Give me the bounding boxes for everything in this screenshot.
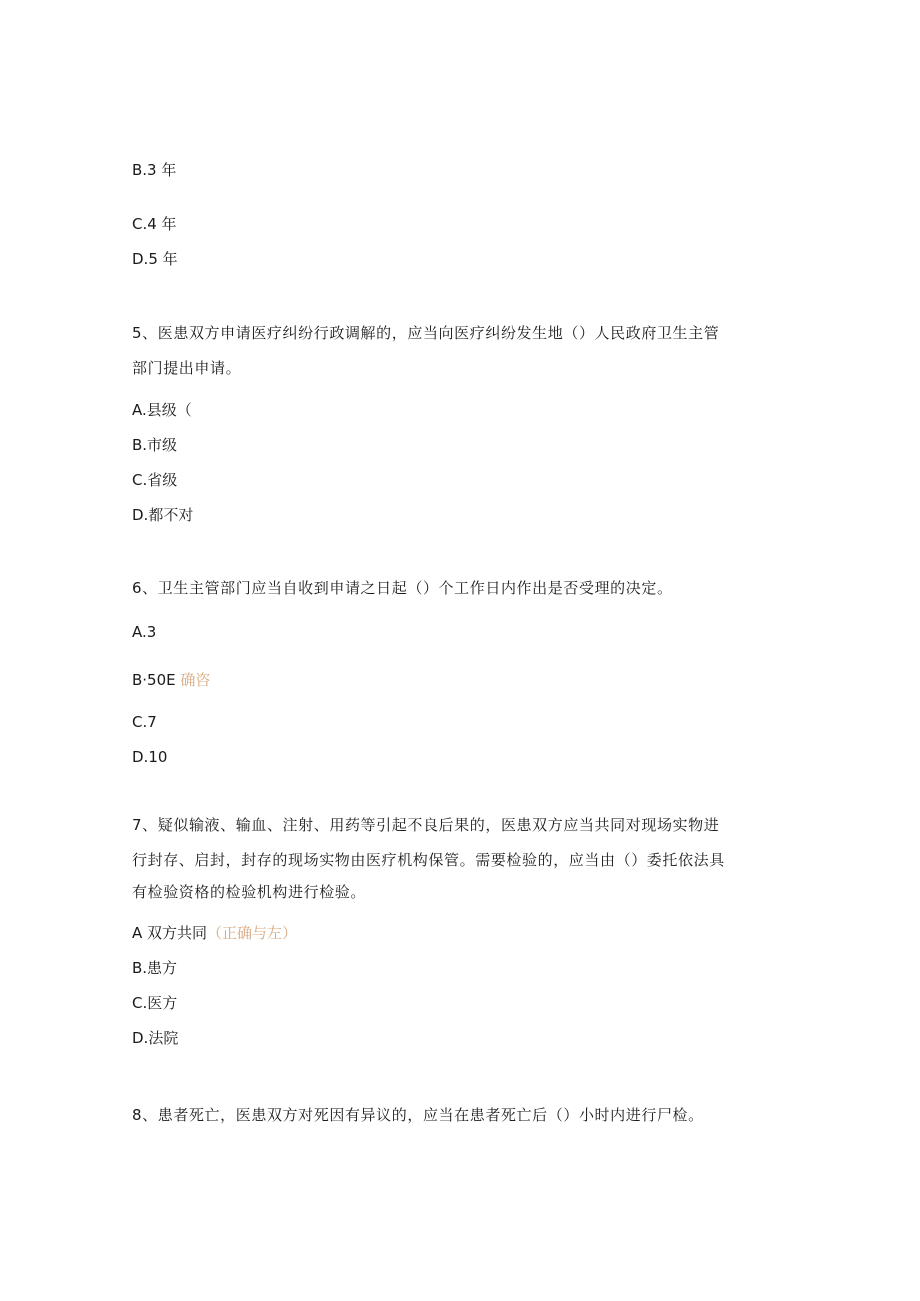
q5-option-b: B.市级 bbox=[132, 436, 178, 454]
q6-option-d: D.10 bbox=[132, 748, 168, 766]
q5-stem-line2: 部门提出申请。 bbox=[132, 359, 242, 377]
q7-option-d: D.法院 bbox=[132, 1029, 179, 1047]
q6-option-b-note: 确咨 bbox=[180, 671, 211, 689]
q5-option-a: A.县级（ bbox=[132, 401, 192, 419]
q7-option-a-text: A 双方共同 bbox=[132, 924, 208, 942]
q6-option-c: C.7 bbox=[132, 713, 157, 731]
q6-stem-line1: 6、卫生主管部门应当自收到申请之日起（）个工作日内作出是否受理的决定。 bbox=[132, 579, 673, 597]
q7-option-a bbox=[132, 923, 297, 943]
q6-option-a: A.3 bbox=[132, 623, 157, 641]
q4-option-c: C.4 年 bbox=[132, 215, 177, 233]
q6-option-b-text: B·50E bbox=[132, 671, 176, 689]
q5-stem-line1: 5、医患双方申请医疗纠纷行政调解的，应当向医疗纠纷发生地（）人民政府卫生主管 bbox=[132, 324, 720, 342]
q8-stem-line1: 8、患者死亡，医患双方对死因有异议的，应当在患者死亡后（）小时内进行尸检。 bbox=[132, 1106, 704, 1124]
q7-stem-line1: 7、疑似输液、输血、注射、用药等引起不良后果的，医患双方应当共同对现场实物进 bbox=[132, 816, 720, 834]
q6-option-b bbox=[132, 670, 210, 690]
q7-stem-line3: 有检验资格的检验机构进行检验。 bbox=[132, 883, 367, 901]
q7-stem-line2: 行封存、启封，封存的现场实物由医疗机构保管。需要检验的，应当由（）委托依法具 bbox=[132, 851, 725, 869]
q7-option-b: B.患方 bbox=[132, 959, 178, 977]
q7-option-c: C.医方 bbox=[132, 994, 178, 1012]
q4-option-d: D.5 年 bbox=[132, 250, 178, 268]
q4-option-b: B.3 年 bbox=[132, 161, 177, 179]
q7-option-a-note: （正确与左） bbox=[207, 924, 298, 942]
q5-option-d: D.都不对 bbox=[132, 506, 194, 524]
q5-option-c: C.省级 bbox=[132, 471, 178, 489]
